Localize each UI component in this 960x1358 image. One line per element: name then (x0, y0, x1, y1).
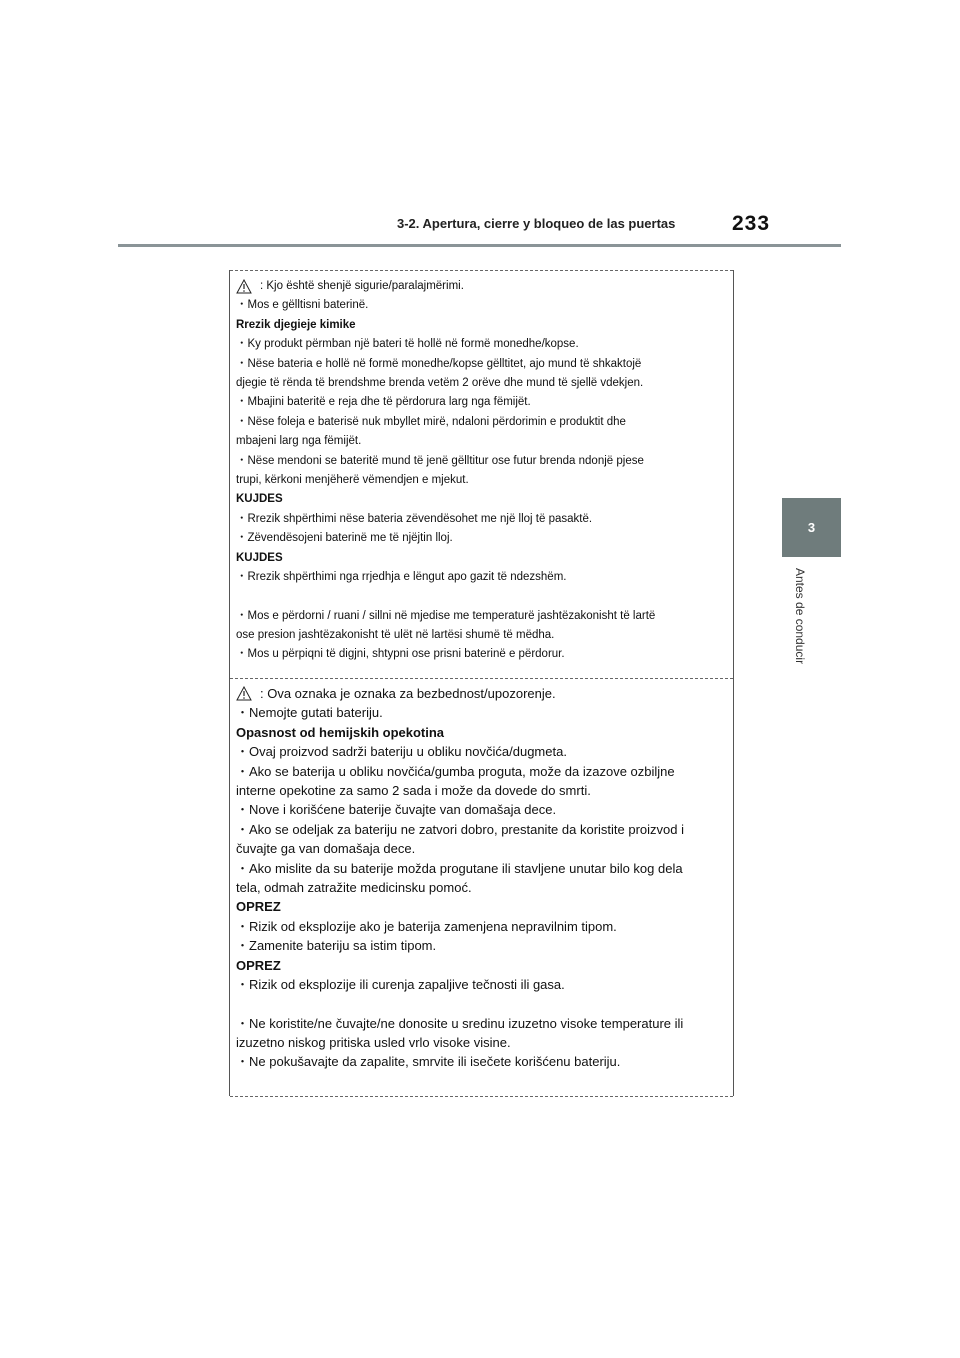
albanian-warning-block (236, 277, 727, 665)
section-title: 3-2. Apertura, cierre y bloqueo de las puertas (397, 216, 676, 231)
serbian-text-line: ・Ako se odeljak za bateriju ne zatvori dobro, prestanite da koristite proizvod i (236, 821, 685, 837)
serbian-text-line: ・Zamenite bateriju sa istim tipom. (236, 938, 437, 954)
serbian-text-line: ・Ovaj proizvod sadrži bateriju u obliku novčića/dugmeta. (236, 744, 567, 760)
albanian-text-line: ・Nëse foleja e baterisë nuk mbyllet mirë, ndaloni përdorimin e produktit dhe (236, 415, 626, 428)
albanian-blank-line (236, 588, 727, 607)
albanian-text-line: ・Mbajini bateritë e reja dhe të përdorura larg nga fëmijët. (236, 396, 531, 409)
serbian-text-line: ・Nove i korišćene baterije čuvajte van domašaja dece. (236, 802, 557, 818)
albanian-warning-line (236, 277, 727, 296)
serbian-heading: OPREZ (236, 899, 281, 915)
albanian-heading: KUJDES (236, 551, 283, 564)
serbian-blank-line (236, 995, 727, 1014)
albanian-text-line: ・Mos e përdorni / ruani / sillni në mjedise me temperaturë jashtëzakonisht të lartë (236, 609, 656, 622)
dashed-divider-top (230, 270, 733, 271)
serbian-text-line: interne opekotine za samo 2 sada i može da dovede do smrti. (236, 783, 591, 799)
albanian-text-line: trupi, kërkoni menjëherë vëmendjen e mjekut. (236, 474, 469, 487)
battery-warning-box (229, 270, 734, 1096)
serbian-warning-block (236, 684, 727, 1072)
albanian-text-line: ・Nëse mendoni se bateritë mund të jenë gëlltitur ose futur brenda ndonjë pjese (236, 454, 644, 467)
chapter-tab (782, 498, 841, 557)
albanian-text-line: ・Zëvendësojeni baterinë me të njëjtin lloj. (236, 532, 453, 545)
dashed-divider-bottom (230, 1096, 733, 1097)
serbian-text-line: tela, odmah zatražite medicinsku pomoć. (236, 880, 472, 896)
albanian-heading: KUJDES (236, 493, 283, 506)
albanian-text-line: ・Ky produkt përmban një bateri të hollë në formë monedhe/kopse. (236, 338, 579, 351)
serbian-warning-line (236, 684, 727, 703)
albanian-text-line: ・Nëse bateria e hollë në formë monedhe/kopse gëlltitet, ajo mund të shkaktojë (236, 357, 642, 370)
albanian-text-line: ose presion jashtëzakonisht të ulët në lartësi shumë të mëdha. (236, 628, 555, 641)
chapter-caption: Antes de conducir (793, 568, 807, 665)
serbian-heading: OPREZ (236, 957, 281, 973)
chapter-number: 3 (807, 520, 816, 535)
serbian-text-lines (236, 703, 727, 1071)
dashed-divider-middle (230, 678, 733, 679)
serbian-text-line: ・Ako mislite da su baterije možda progutane ili stavljene unutar bilo kog dela (236, 860, 683, 876)
serbian-text-line: ・Rizik od eksplozije ako je baterija zamenjena nepravilnim tipom. (236, 918, 617, 934)
serbian-text-line: ・Ako se baterija u obliku novčića/gumba proguta, može da izazove ozbiljne (236, 763, 675, 779)
albanian-text-line: djegie të rënda të brendshme brenda vetëm 2 orëve dhe mund të sjellë vdekjen. (236, 377, 644, 390)
serbian-text-line: ・Ne koristite/ne čuvajte/ne donosite u sredinu izuzetno visoke temperature ili (236, 1015, 684, 1031)
albanian-heading: Rrezik djegieje kimike (236, 318, 356, 331)
serbian-text-line: izuzetno niskog pritiska usled vrlo visoke visine. (236, 1034, 511, 1050)
albanian-text-lines (236, 296, 727, 664)
serbian-warning-text: : Ova oznaka je oznaka za bezbednost/upozorenje. (260, 686, 556, 701)
header-rule (118, 244, 841, 247)
serbian-text-line: čuvajte ga van domašaja dece. (236, 841, 416, 857)
serbian-text-line: ・Ne pokušavajte da zapalite, smrvite ili isečete korišćenu bateriju. (236, 1054, 621, 1070)
albanian-warning-text: : Kjo është shenjë sigurie/paralajmërimi. (260, 280, 464, 292)
serbian-heading: Opasnost od hemijskih opekotina (236, 724, 445, 740)
warning-triangle-icon (236, 279, 252, 294)
serbian-text-line: ・Nemojte gutati bateriju. (236, 705, 383, 721)
albanian-text-line: ・Mos u përpiqni të digjni, shtypni ose prisni baterinë e përdorur. (236, 648, 565, 661)
serbian-text-line: ・Rizik od eksplozije ili curenja zapaljive tečnosti ili gasa. (236, 977, 565, 993)
albanian-text-line: ・Mos e gëlltisni baterinë. (236, 299, 369, 312)
page-number: 233 (732, 212, 771, 235)
albanian-text-line: ・Rrezik shpërthimi nga rrjedhja e lëngut apo gazit të ndezshëm. (236, 571, 567, 584)
albanian-text-line: ・Rrezik shpërthimi nëse bateria zëvendësohet me një lloj të pasaktë. (236, 512, 593, 525)
albanian-text-line: mbajeni larg nga fëmijët. (236, 435, 362, 448)
warning-triangle-icon (236, 686, 252, 701)
